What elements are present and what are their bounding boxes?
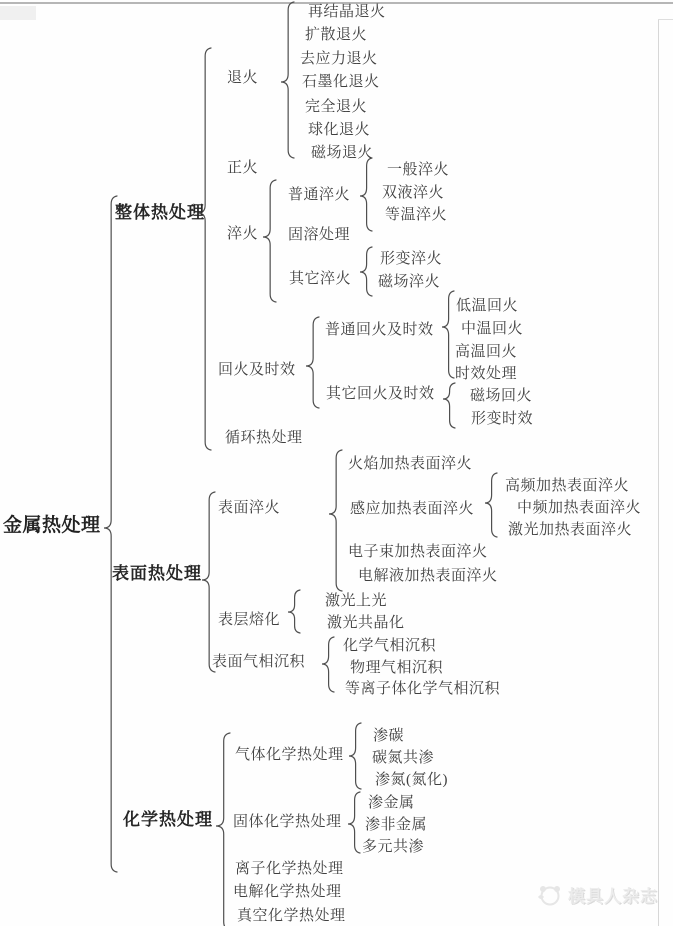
node-annealing: 退火 <box>227 70 259 86</box>
node-surface-melting: 表层熔化 <box>218 612 281 628</box>
node-induction-heating-surface-quenching: 感应加热表面淬火 <box>350 501 475 517</box>
node-spheroidizing-annealing: 球化退火 <box>308 122 371 138</box>
node-nonmetal-cementation: 渗非金属 <box>365 817 428 833</box>
node-deformation-quenching: 形变淬火 <box>380 251 443 267</box>
node-ion-chemical-ht: 离子化学热处理 <box>235 861 344 877</box>
node-graphitization-annealing: 石墨化退火 <box>302 74 380 90</box>
node-metal-heat-treatment: 金属热处理 <box>3 515 101 536</box>
brace-ordinary-quench <box>360 158 372 231</box>
node-normalizing: 正火 <box>227 160 259 176</box>
node-electron-beam-surface-quenching: 电子束加热表面淬火 <box>348 544 488 560</box>
node-high-freq-surface-quenching: 高频加热表面淬火 <box>505 478 630 494</box>
brace-vapor-dep <box>322 637 334 692</box>
brace-surface <box>202 492 215 672</box>
node-high-temp-tempering: 高温回火 <box>455 344 518 360</box>
node-surface-quenching: 表面淬火 <box>218 500 281 516</box>
brace-induction <box>485 473 497 537</box>
node-metal-cementation: 渗金属 <box>368 795 415 811</box>
node-magnetic-field-quenching: 磁场淬火 <box>378 274 441 290</box>
node-overall-heat-treatment: 整体热处理 <box>115 203 205 222</box>
node-electrolytic-chemical-ht: 电解化学热处理 <box>233 884 342 900</box>
node-cvd: 化学气相沉积 <box>343 638 437 654</box>
watermark-text: 模具人杂志 <box>568 887 658 906</box>
node-aging-treatment: 时效处理 <box>455 366 518 382</box>
node-pvd: 物理气相沉积 <box>350 660 444 676</box>
node-gas-chemical-ht: 气体化学热处理 <box>235 747 344 763</box>
node-quenching: 淬火 <box>227 226 259 242</box>
brace-gas-chemical <box>349 723 361 789</box>
node-vacuum-chemical-ht: 真空化学热处理 <box>237 908 346 924</box>
node-plasma-cvd: 等离子体化学气相沉积 <box>345 681 501 697</box>
node-laser-eutectic: 激光共晶化 <box>327 615 405 631</box>
watermark <box>536 882 658 907</box>
brace-annealing <box>281 2 294 158</box>
node-carbonitriding: 碳氮共渗 <box>372 750 435 766</box>
node-multi-element-cementation: 多元共渗 <box>362 839 425 855</box>
node-magnetic-field-annealing: 磁场退火 <box>311 145 374 161</box>
brace-other-temper <box>443 383 455 428</box>
node-full-annealing: 完全退火 <box>305 99 368 115</box>
node-ordinary-tempering-aging: 普通回火及时效 <box>325 322 434 338</box>
node-chemical-heat-treatment: 化学热处理 <box>123 810 213 829</box>
node-ordinary-quenching: 普通淬火 <box>288 187 351 203</box>
brace-solid-chemical <box>348 792 360 853</box>
brace-chemical <box>216 733 230 926</box>
node-general-quenching: 一般淬火 <box>387 162 450 178</box>
node-deformation-aging: 形变时效 <box>471 411 534 427</box>
node-surface-vapor-deposition: 表面气相沉积 <box>212 654 306 670</box>
node-laser-glazing: 激光上光 <box>325 593 388 609</box>
node-stress-relief-annealing: 去应力退火 <box>300 51 378 67</box>
node-diffusion-annealing: 扩散退火 <box>305 27 368 43</box>
brace-overall <box>198 48 211 450</box>
node-other-quenching: 其它淬火 <box>289 271 352 287</box>
node-solid-chemical-ht: 固体化学热处理 <box>233 814 342 830</box>
node-laser-surface-quenching: 激光加热表面淬火 <box>508 522 633 538</box>
node-isothermal-quenching: 等温淬火 <box>385 207 448 223</box>
node-dual-liquid-quenching: 双液淬火 <box>382 185 445 201</box>
node-magnetic-field-tempering: 磁场回火 <box>470 388 533 404</box>
node-solution-treatment: 固溶处理 <box>288 227 351 243</box>
brace-surface-quench <box>329 450 342 591</box>
brace-root <box>104 196 117 872</box>
node-cyclic-heat-treatment: 循环热处理 <box>225 430 303 446</box>
node-electrolyte-heating-surface-quenching: 电解液加热表面淬火 <box>358 568 498 584</box>
node-nitriding: 渗氮(氮化) <box>375 772 448 788</box>
node-surface-heat-treatment: 表面热处理 <box>112 564 202 583</box>
node-flame-heating-surface-quenching: 火焰加热表面淬火 <box>348 456 473 472</box>
brace-surface-melt <box>288 590 300 633</box>
brace-tempering <box>306 317 319 408</box>
node-low-temp-tempering: 低温回火 <box>456 298 519 314</box>
node-carburizing: 渗碳 <box>373 728 405 744</box>
node-mid-freq-surface-quenching: 中频加热表面淬火 <box>517 500 642 516</box>
node-other-tempering-aging: 其它回火及时效 <box>326 386 435 402</box>
brace-other-quench <box>360 247 372 296</box>
panda-logo-icon <box>536 883 562 907</box>
brace-ordinary-temper <box>442 291 454 378</box>
node-recrystallization-annealing: 再结晶退火 <box>308 4 386 20</box>
node-mid-temp-tempering: 中温回火 <box>461 321 524 337</box>
brace-quenching <box>263 180 276 302</box>
node-tempering-aging: 回火及时效 <box>218 362 296 378</box>
